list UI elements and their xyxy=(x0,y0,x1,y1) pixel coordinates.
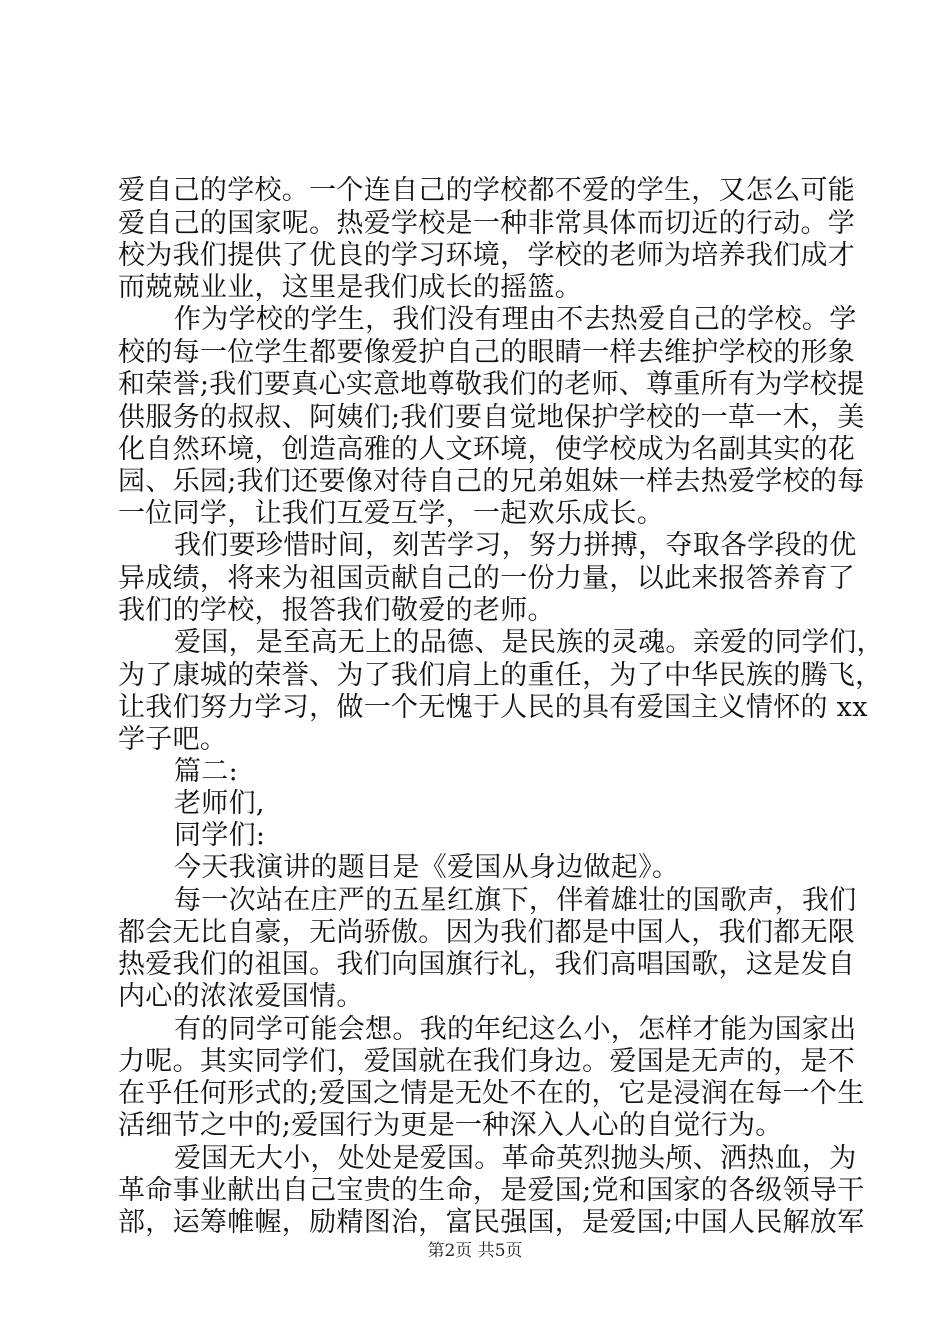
text-line: 学子吧。 xyxy=(118,724,228,755)
text-line: 让我们努力学习，做一个无愧于人民的具有爱国主义情怀的 xx xyxy=(118,692,868,723)
text-line: 爱自己的学校。一个连自己的学校都不爱的学生，又怎么可能 xyxy=(118,175,856,206)
salutation-line: 同学们: xyxy=(174,820,266,851)
text-line: 我们要珍惜时间，刻苦学习，努力拼搏，夺取各学段的优 xyxy=(174,530,857,561)
text-line: 作为学校的学生，我们没有理由不去热爱自己的学校。学 xyxy=(174,304,857,335)
text-line: 都会无比自豪，无尚骄傲。因为我们都是中国人，我们都无限 xyxy=(118,917,856,948)
text-line: 在乎任何形式的;爱国之情是无处不在的，它是浸润在每一个生 xyxy=(118,1078,865,1109)
text-line: 我们的学校，报答我们敬爱的老师。 xyxy=(118,595,555,626)
section-heading: 篇二: xyxy=(174,756,238,787)
text-line: 爱自己的国家呢。热爱学校是一种非常具体而切近的行动。学 xyxy=(118,208,856,239)
text-line: 异成绩，将来为祖国贡献自己的一份力量，以此来报答养育了 xyxy=(118,563,856,594)
text-line: 爱国，是至高无上的品德、是民族的灵魂。亲爱的同学们， xyxy=(174,627,884,658)
text-line: 热爱我们的祖国。我们向国旗行礼，我们高唱国歌，这是发自 xyxy=(118,949,856,980)
text-line: 革命事业献出自己宝贵的生命，是爱国;党和国家的各级领导干 xyxy=(118,1175,865,1206)
text-line: 活细节之中的;爱国行为更是一种深入人心的自觉行为。 xyxy=(118,1110,783,1141)
text-line: 和荣誉;我们要真心实意地尊敬我们的老师、尊重所有为学校提 xyxy=(118,369,865,400)
text-line: 内心的浓浓爱国情。 xyxy=(118,981,364,1012)
text-line: 爱国无大小，处处是爱国。革命英烈抛头颅、洒热血，为 xyxy=(174,1143,857,1174)
text-line: 有的同学可能会想。我的年纪这么小，怎样才能为国家出 xyxy=(174,1014,857,1045)
text-line: 而兢兢业业，这里是我们成长的摇篮。 xyxy=(118,272,583,303)
text-line: 每一次站在庄严的五星红旗下，伴着雄壮的国歌声，我们 xyxy=(174,885,857,916)
salutation-line: 老师们, xyxy=(174,788,265,819)
page-footer: 第2页 共5页 xyxy=(427,1241,523,1261)
text-line: 园、乐园;我们还要像对待自己的兄弟姐妹一样去热爱学校的每 xyxy=(118,466,865,497)
text-line: 化自然环境，创造高雅的人文环境，使学校成为名副其实的花 xyxy=(118,434,856,465)
text-line: 今天我演讲的题目是《爱国从身边做起》。 xyxy=(174,852,680,883)
text-line: 校的每一位学生都要像爱护自己的眼睛一样去维护学校的形象 xyxy=(118,337,856,368)
text-line: 部，运筹帷幄，励精图治，富民强国，是爱国;中国人民解放军 xyxy=(118,1207,865,1238)
text-line: 供服务的叔叔、阿姨们;我们要自觉地保护学校的一草一木，美 xyxy=(118,402,865,433)
text-line: 为了康城的荣誉、为了我们肩上的重任，为了中华民族的腾飞， xyxy=(118,660,883,691)
text-line: 一位同学，让我们互爱互学，一起欢乐成长。 xyxy=(118,498,664,529)
text-line: 校为我们提供了优良的学习环境，学校的老师为培养我们成才 xyxy=(118,240,856,271)
text-line: 力呢。其实同学们，爱国就在我们身边。爱国是无声的，是不 xyxy=(118,1046,856,1077)
